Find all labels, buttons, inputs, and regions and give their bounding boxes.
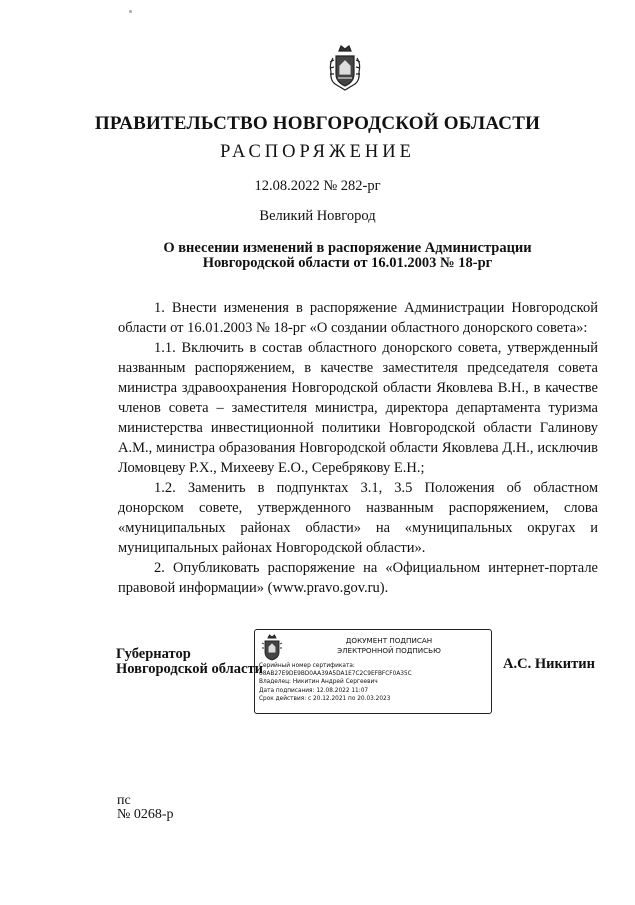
- stamp-title: [289, 636, 489, 656]
- document-footer: [117, 794, 174, 822]
- footer-line-2: № 0268-р: [117, 807, 174, 822]
- document-date-number: 12.08.2022 № 282-рг: [254, 178, 381, 194]
- scan-dot: [129, 10, 132, 13]
- organization-title: ПРАВИТЕЛЬСТВО НОВГОРОДСКОЙ ОБЛАСТИ: [94, 113, 541, 134]
- position-line-1: Губернатор: [116, 646, 191, 662]
- stamp-owner: Владелец: Никитин Андрей Сергеевич: [259, 679, 378, 686]
- subject-line-1: О внесении изменений в распоряжение Администрации: [163, 240, 532, 256]
- paragraph-1: 1. Внести изменения в распоряжение Администрации Новгородской области от 16.01.2003 № 18-рг «О создании областного донорского совета»:: [118, 300, 598, 336]
- electronic-signature-stamp: [254, 629, 492, 714]
- paragraph-1-2: 1.2. Заменить в подпунктах 3.1, 3.5 Положения об областном донорском совете, утвержденного названным распоряжением, слова «муниципальных районах области» на «муниципальных округах и муниципальных районах Новгородской области».: [118, 480, 598, 556]
- subject-line-2: Новгородской области от 16.01.2003 № 18-рг: [202, 255, 493, 271]
- stamp-serial-value: 68AB27E9DE9BD0AA39A5DA1E7C2C9EFBFCF0A35C: [259, 671, 412, 678]
- signatory-position: [116, 647, 263, 677]
- stamp-validity: Срок действия: с 20.12.2021 по 20.03.2023: [259, 695, 391, 702]
- paragraph-2: 2. Опубликовать распоряжение на «Официальном интернет-портале правовой информации» (www.pravo.gov.ru).: [118, 560, 598, 596]
- stamp-certificate-details: [259, 662, 412, 703]
- stamp-serial-label: Серийный номер сертификата:: [259, 663, 355, 669]
- stamp-signed-date: Дата подписания: 12.08.2022 11:07: [259, 687, 369, 694]
- stamp-title-line-2: ЭЛЕКТРОННОЙ ПОДПИСЬЮ: [337, 646, 441, 655]
- stamp-emblem-icon: [260, 634, 284, 662]
- stamp-title-line-1: ДОКУМЕНТ ПОДПИСАН: [345, 636, 433, 645]
- footer-line-1: пс: [117, 793, 131, 808]
- document-city: Великий Новгород: [259, 208, 376, 224]
- position-line-2: Новгородской области: [116, 661, 263, 677]
- coat-of-arms-emblem: [327, 44, 363, 92]
- document-body: [118, 298, 598, 598]
- signer-name: А.С. Никитин: [503, 656, 595, 672]
- document-type: РАСПОРЯЖЕНИЕ: [220, 142, 415, 162]
- paragraph-1-1: 1.1. Включить в состав областного донорского совета, утвержденный названным распоряжением, в качестве заместителя председателя совета министра здравоохранения Новгородской области Яковлева В.Н., в качестве членов совета – заместителя министра, директора департамента туризма министерства инвестиционной политики Новгородской области Галинову А.М., министра образования Новгородской области Яковлева Д.Н., исключив Ломовцеву Р.Х., Михееву Е.О., Серебрякову Е.Н.;: [118, 340, 598, 476]
- document-subject: [150, 241, 545, 271]
